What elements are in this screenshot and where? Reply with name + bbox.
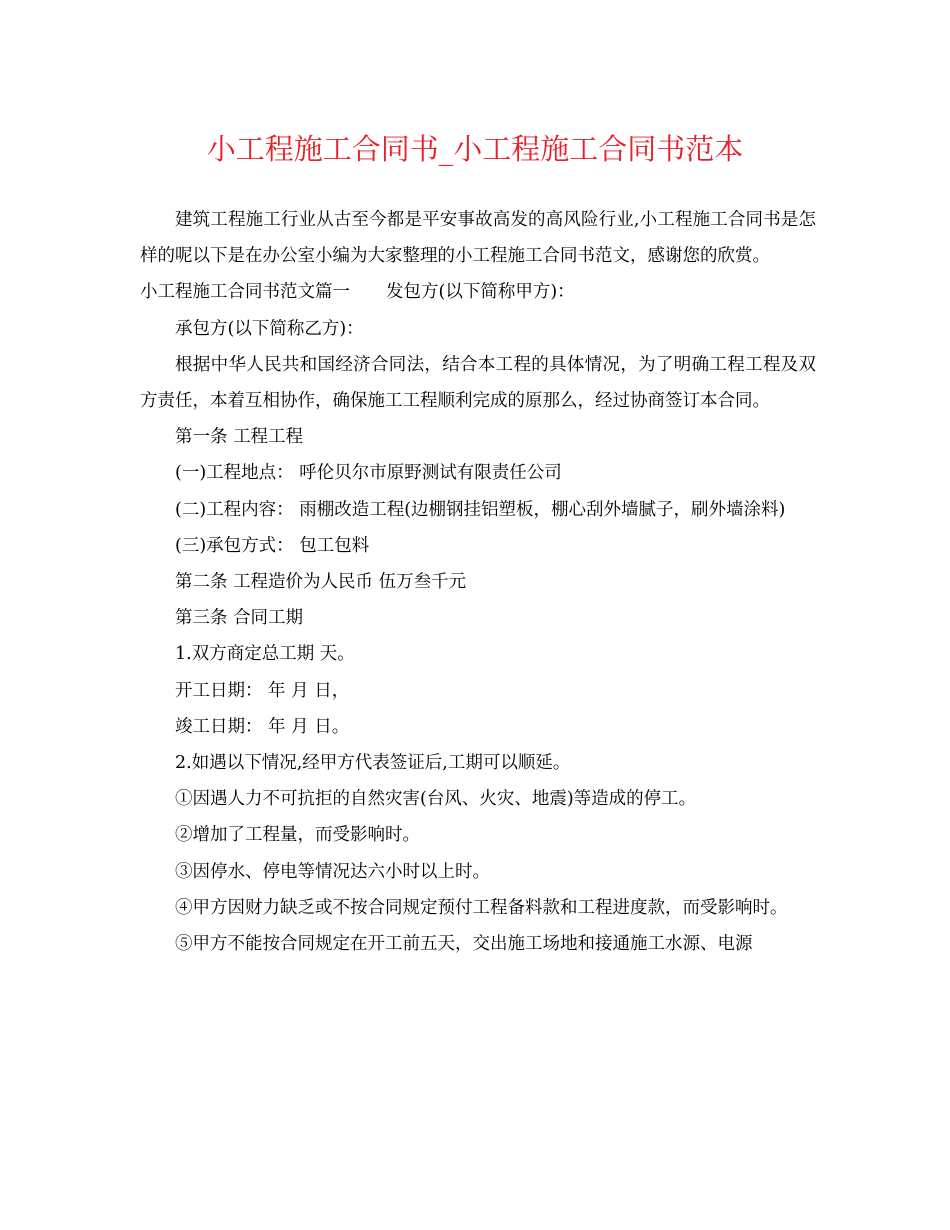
document-title: 小工程施工合同书_小工程施工合同书范本 xyxy=(206,132,744,166)
condition-1: ①因遇人力不可抗拒的自然灾害(台风、火灾、地震)等造成的停工。 xyxy=(175,789,697,810)
contract-method: (三)承包方式： 包工包料 xyxy=(175,535,370,556)
condition-5: ⑤甲方不能按合同规定在开工前五天，交出施工场地和接通施工水源、电源 xyxy=(175,934,753,955)
article-3-heading: 第三条 合同工期 xyxy=(175,608,304,629)
section-heading-line xyxy=(140,274,816,310)
project-content: (二)工程内容： 雨棚改造工程(边棚钢挂铝塑板，棚心刮外墙腻子，刷外墙涂料) xyxy=(175,499,786,520)
article-1-heading: 第一条 工程工程 xyxy=(175,427,304,448)
preamble-paragraph: 根据中华人民共和国经济合同法，结合本工程的具体情况，为了明确工程工程及双方责任，本着互相协作，确保施工工程顺利完成的原那么，经过协商签订本合同。 xyxy=(140,354,816,412)
article-2-price: 第二条 工程造价为人民币 伍万叁千元 xyxy=(175,572,467,593)
intro-paragraph: 建筑工程施工行业从古至今都是平安事故高发的高风险行业,小工程施工合同书是怎样的呢以下是在办公室小编为大家整理的小工程施工合同书范文，感谢您的欣赏。 xyxy=(140,210,816,267)
start-date: 开工日期： 年 月 日， xyxy=(175,680,350,701)
completion-date: 竣工日期： 年 月 日。 xyxy=(175,716,350,737)
section-label: 小工程施工合同书范文篇一 xyxy=(140,282,350,303)
condition-3: ③因停水、停电等情况达六小时以上时。 xyxy=(175,861,490,882)
condition-2: ②增加了工程量，而受影响时。 xyxy=(175,825,420,846)
party-a-label: 发包方(以下简称甲方)： xyxy=(386,282,575,303)
party-b-label: 承包方(以下简称乙方)： xyxy=(175,318,364,339)
total-duration: 1.双方商定总工期 天。 xyxy=(175,644,355,665)
extension-conditions: 2.如遇以下情况,经甲方代表签证后,工期可以顺延。 xyxy=(175,753,571,774)
document-body xyxy=(140,202,816,962)
condition-4: ④甲方因财力缺乏或不按合同规定预付工程备料款和工程进度款，而受影响时。 xyxy=(175,897,788,918)
project-location: (一)工程地点： 呼伦贝尔市原野测试有限责任公司 xyxy=(175,463,562,484)
